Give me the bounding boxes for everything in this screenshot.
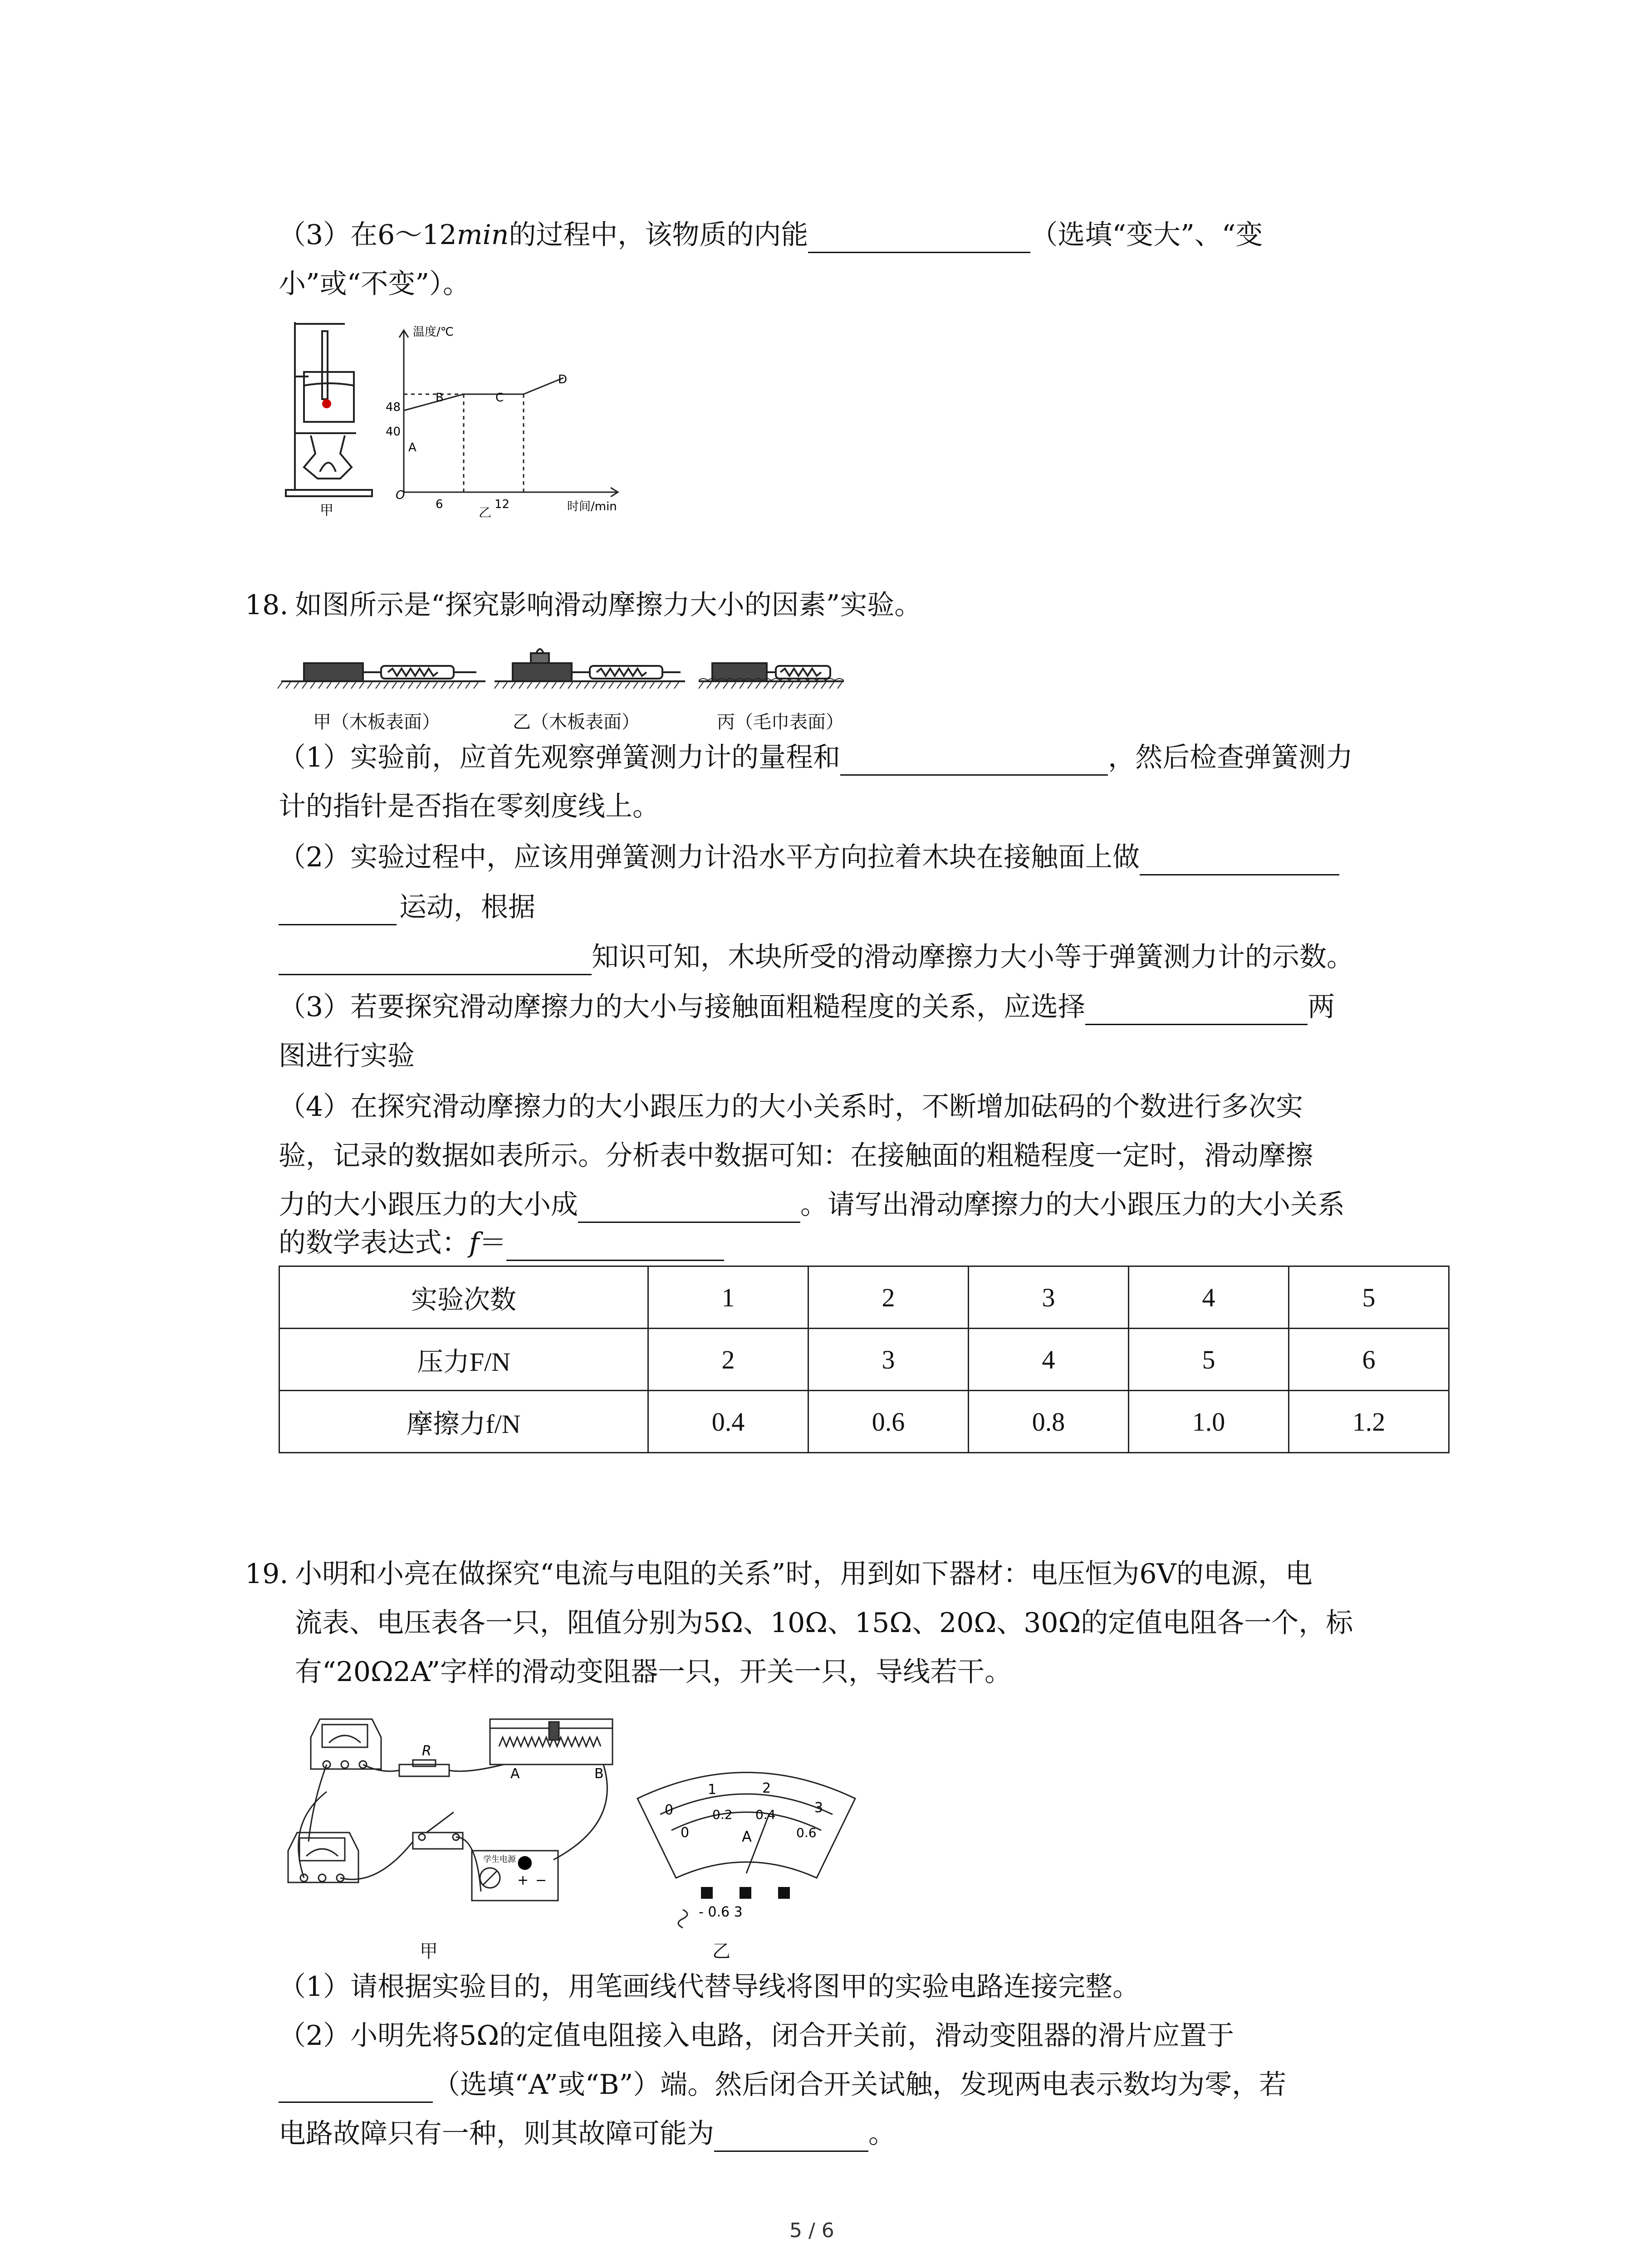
answer-blank[interactable] xyxy=(578,1193,800,1223)
resistor-label: R xyxy=(422,1743,431,1759)
table-cell: 6 xyxy=(1289,1329,1449,1391)
origin-label: O xyxy=(396,489,405,502)
q17-part3-line1: （3）在6～12min的过程中，该物质的内能 （选填“变大”、“变 xyxy=(279,217,1263,253)
x-tick: 6 xyxy=(436,498,443,511)
x-tick: 12 xyxy=(495,498,510,511)
scale-bottom-1: 0.2 xyxy=(712,1807,733,1822)
y-tick: 48 xyxy=(386,401,401,414)
point-b: B xyxy=(436,391,444,405)
q19-line3: 有“20Ω2A”字样的滑动变阻器一只，开关一只，导线若干。 xyxy=(295,1656,1012,1688)
table-row xyxy=(279,1266,1449,1329)
svg-text:⬤: ⬤ xyxy=(517,1854,533,1870)
point-c: C xyxy=(495,391,504,405)
answer-blank[interactable] xyxy=(506,1232,724,1261)
answer-blank[interactable] xyxy=(279,2073,433,2103)
q18-p4-line3: 力的大小跟压力的大小成 。请写出滑动摩擦力的大小跟压力的大小关系 xyxy=(279,1187,1345,1223)
scale-top-3: 3 xyxy=(814,1800,823,1816)
table-cell: 1 xyxy=(648,1266,808,1329)
q18-p4-line4: 的数学表达式：f＝ xyxy=(279,1225,724,1261)
answer-blank[interactable] xyxy=(808,224,1030,253)
answer-blank[interactable] xyxy=(1085,996,1308,1025)
q19-p2-line3: 电路故障只有一种，则其故障可能为 。 xyxy=(279,2116,896,2152)
q19-p1: （1）请根据实验目的，用笔画线代替导线将图甲的实验电路连接完整。 xyxy=(279,1971,1140,2003)
y-tick: 40 xyxy=(386,425,401,439)
table-cell: 4 xyxy=(1129,1266,1289,1329)
terminal-labels: - 0.6 3 xyxy=(699,1904,743,1920)
fig-label-yi: 乙（木板表面） xyxy=(513,712,640,733)
heating-apparatus xyxy=(286,322,372,496)
answer-blank[interactable] xyxy=(279,946,592,975)
y-axis-label: 温度/℃ xyxy=(413,325,454,339)
table-cell: 0.4 xyxy=(648,1391,808,1453)
answer-blank[interactable] xyxy=(714,2122,868,2152)
q17-part3-line2: 小”或“不变”）。 xyxy=(279,268,470,300)
rheostat-a-label: A xyxy=(510,1766,520,1782)
friction-data-table xyxy=(279,1266,1450,1453)
scale-top-1: 1 xyxy=(708,1782,717,1798)
answer-blank[interactable] xyxy=(279,896,397,925)
q19-ammeter-figure xyxy=(628,1765,864,1955)
table-cell: 5 xyxy=(1129,1329,1289,1391)
q18-p3-line2: 图进行实验 xyxy=(279,1040,415,1072)
table-header: 压力F/N xyxy=(279,1329,648,1391)
power-label: 学生电源 xyxy=(483,1855,516,1864)
table-row xyxy=(279,1391,1449,1453)
q18-p2-line2: 运动，根据 xyxy=(279,889,535,925)
q19-p2-line1: （2）小明先将5Ω的定值电阻接入电路，闭合开关前，滑动变阻器的滑片应置于 xyxy=(279,2020,1234,2052)
meter-unit-label: A xyxy=(742,1828,752,1845)
q19-circuit-figure xyxy=(277,1710,631,1928)
q19-line1: 小明和小亮在做探究“电流与电阻的关系”时，用到如下器材：电压恒为6V的电源，电 xyxy=(295,1558,1313,1590)
table-cell: 2 xyxy=(648,1329,808,1391)
scale-bottom-2: 0.4 xyxy=(755,1807,776,1822)
table-cell: 1.2 xyxy=(1289,1391,1449,1453)
label-yi: 乙 xyxy=(479,505,492,517)
table-row xyxy=(279,1329,1449,1391)
q18-p4-line1: （4）在探究滑动摩擦力的大小跟压力的大小关系时，不断增加砝码的个数进行多次实 xyxy=(279,1091,1303,1123)
table-cell: 4 xyxy=(969,1329,1129,1391)
q19-number: 19. xyxy=(245,1558,289,1590)
table-cell: 2 xyxy=(808,1266,969,1329)
q19-line2: 流表、电压表各一只，阻值分别为5Ω、10Ω、15Ω、20Ω、30Ω的定值电阻各一个，标 xyxy=(295,1607,1353,1639)
x-axis-label: 时间/min xyxy=(567,500,617,513)
temperature-graph-axes xyxy=(399,330,618,497)
q18-p2-line3: 知识可知，木块所受的滑动摩擦力大小等于弹簧测力计的示数。 xyxy=(279,939,1354,975)
scale-top-2: 2 xyxy=(762,1780,771,1796)
answer-blank[interactable] xyxy=(1140,846,1339,875)
fig-label-yi: 乙 xyxy=(712,1941,730,1962)
table-cell: 5 xyxy=(1289,1266,1449,1329)
table-cell: 3 xyxy=(808,1329,969,1391)
table-cell: 0.8 xyxy=(969,1391,1129,1453)
answer-blank[interactable] xyxy=(840,746,1108,776)
q18-p3-line1: （3）若要探究滑动摩擦力的大小与接触面粗糙程度的关系，应选择 两 xyxy=(279,989,1335,1025)
fig-label-bing: 丙（毛巾表面） xyxy=(717,712,844,733)
table-cell: 0.6 xyxy=(808,1391,969,1453)
svg-text:+: + xyxy=(517,1872,529,1888)
fig-label-jia: 甲 xyxy=(420,1941,438,1962)
point-a: A xyxy=(408,441,416,455)
point-d: D xyxy=(558,373,568,386)
q17-figure xyxy=(277,318,631,517)
table-cell: 1.0 xyxy=(1129,1391,1289,1453)
rheostat-b-label: B xyxy=(594,1766,604,1782)
scale-bottom-0: 0 xyxy=(681,1825,690,1841)
table-header: 摩擦力f/N xyxy=(279,1391,648,1453)
fig-label-jia: 甲（木板表面） xyxy=(313,712,440,733)
scale-bottom-3: 0.6 xyxy=(796,1825,817,1840)
scale-top-0: 0 xyxy=(665,1802,674,1818)
temperature-curve xyxy=(404,378,563,492)
q18-p1-line2: 计的指针是否指在零刻度线上。 xyxy=(279,791,660,822)
q18-number: 18. xyxy=(245,589,289,621)
table-cell: 3 xyxy=(969,1266,1129,1329)
q18-p4-line2: 验，记录的数据如表所示。分析表中数据可知：在接触面的粗糙程度一定时，滑动摩擦 xyxy=(279,1140,1313,1172)
q19-p2-line2: （选填“A”或“B”）端。然后闭合开关试触，发现两电表示数均为零，若 xyxy=(279,2067,1286,2103)
page-number: 5 / 6 xyxy=(789,2219,834,2242)
svg-text:−: − xyxy=(535,1872,547,1888)
q18-p1-line1: （1）实验前，应首先观察弹簧测力计的量程和 ，然后检查弹簧测力 xyxy=(279,739,1353,776)
q18-p2-line1: （2）实验过程中，应该用弹簧测力计沿水平方向拉着木块在接触面上做 xyxy=(279,839,1339,875)
label-jia: 甲 xyxy=(320,503,333,517)
q18-stem: 如图所示是“探究影响滑动摩擦力大小的因素”实验。 xyxy=(295,589,922,621)
table-header: 实验次数 xyxy=(279,1266,648,1329)
